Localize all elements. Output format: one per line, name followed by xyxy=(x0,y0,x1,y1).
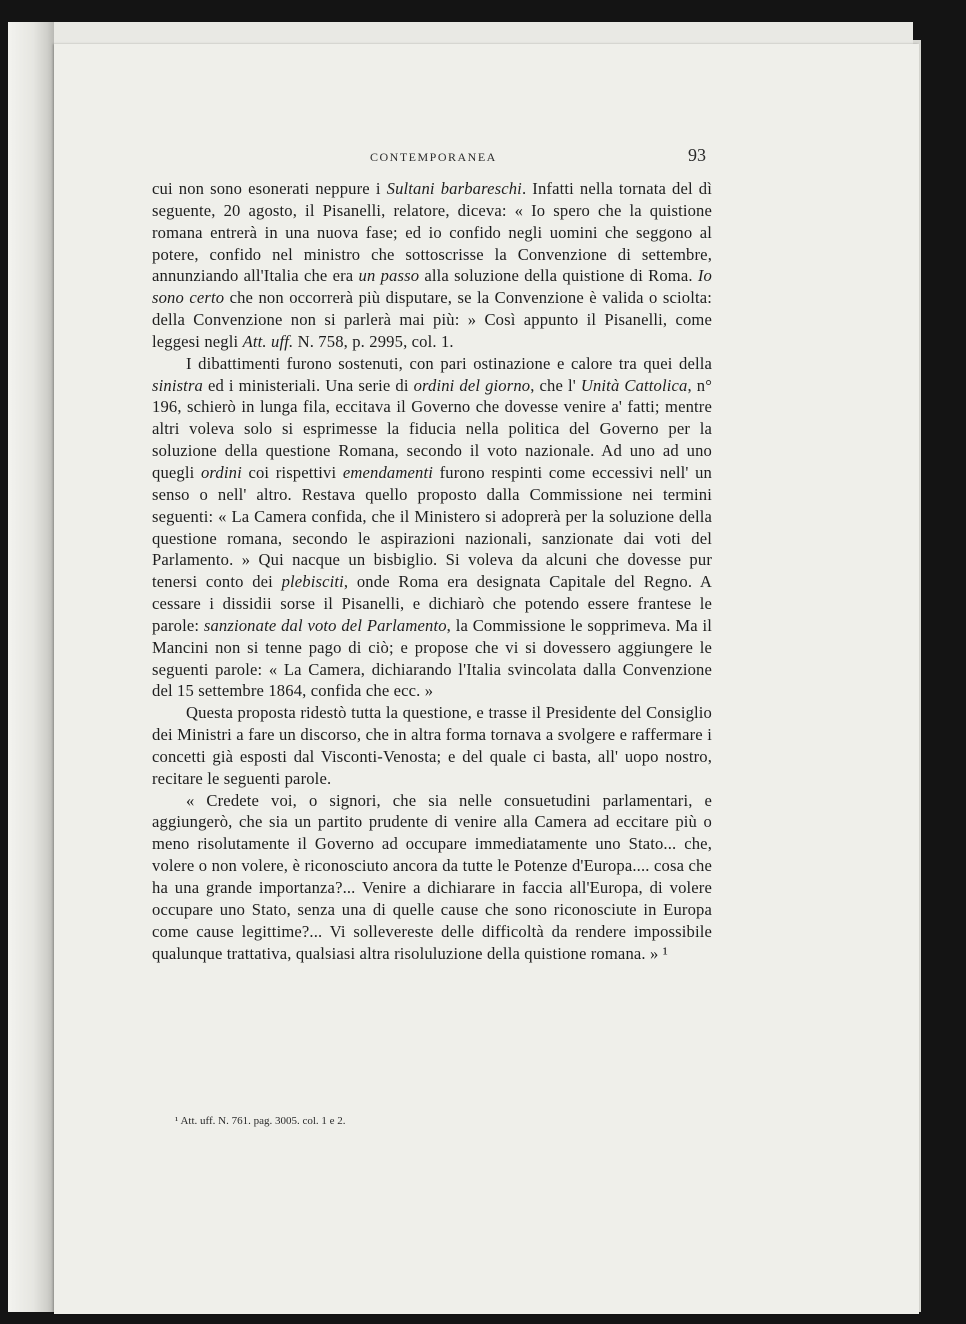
text-run: coi rispettivi xyxy=(241,462,343,482)
text-run: cui non sono esonerati neppure i xyxy=(152,179,387,198)
text-run: , onde Roma era designata Capitale del Regno. A cessare i dissidii sorse il Pisanelli, e dichiarò che potendo essere frantese le parole: xyxy=(152,572,712,635)
italic-text: Att. uff. xyxy=(242,331,294,351)
paragraph xyxy=(152,702,712,789)
italic-text: emendamenti xyxy=(342,462,433,482)
text-run: ed i ministeriali. Una serie di xyxy=(203,375,414,395)
text-run: N. 758, p. 2995, col. 1. xyxy=(293,331,454,351)
text-run: alla soluzione della quistione di Roma. xyxy=(419,266,698,286)
italic-text: un passo xyxy=(358,266,420,286)
running-title: CONTEMPORANEA xyxy=(370,150,497,164)
italic-text: Unità Cattolica xyxy=(580,375,688,395)
italic-text: sanzionate dal voto del Parlamento xyxy=(203,615,447,635)
italic-text: plebisciti xyxy=(281,572,344,592)
italic-text: ordini xyxy=(200,462,242,482)
paragraph xyxy=(152,178,712,353)
italic-text: Sultani barbareschi xyxy=(386,179,522,198)
text-run: « Credete voi, o signori, che sia nelle consuetudini parlamentari, e aggiungerò, che sia un partito prudente di venire alla Camera ad eccitare più o meno risolutamente il Governo ad occupare immediatamente uno Stato... che, volere o non volere, è riconosciuto ancora da tutte le Potenze d'Europa.... cosa che ha una grande importanza?... Venire a dichiarare in faccia all'Europa, di volere occupare uno Stato, senza una di quelle cause che sono riconosciute in Europa come cause legittime?... Vi sollevereste delle difficoltà da rendere impossibile qualunque trattativa, qualsiasi altra risoluluzione della quistione romana. » ¹ xyxy=(152,790,712,963)
paragraph xyxy=(152,790,712,965)
text-run: . Infatti nella tornata del dì seguente, 20 agosto, il Pisanelli, relatore, diceva: « Io spero che la quistione romana entrerà in una nuova fase; ed io confido negli uomini che seggono al potere, confido nel ministro che sottoscrisse la Convenzione di settembre, annunziando all'Italia che era xyxy=(152,179,712,286)
page-number: 93 xyxy=(688,145,706,165)
text-run: Questa proposta ridestò tutta la questione, e trasse il Presidente del Consiglio dei Ministri a fare un discorso, che in altra forma tornava a svolgere e raffermare i concetti già esposti dal Visconti-Venosta; e del quale ci basta, all' uopo nostro, recitare le seguenti parole. xyxy=(152,703,712,788)
text-run: , n° 196, schierò in lunga fila, eccitava il Governo che dovesse venire a' fatti; mentre altri voleva solo si esprimesse la fiducia nella politica del Governo per la soluzione della questione Romana, secondo il voto nazionale. Ad uno ad uno quegli xyxy=(152,375,712,482)
text-run: I dibattimenti furono sostenuti, con pari ostinazione e calore tra quei della xyxy=(186,353,712,373)
paragraph xyxy=(152,353,712,703)
text-run: , la Commissione le sopprimeva. Ma il Mancini non si tenne pago di ciò; e propose che vi si dovessero aggiungere le seguenti parole: « La Camera, dichiarando l'Italia svincolata dalla Convenzione del 15 settembre 1864, confida che ecc. » xyxy=(152,615,712,701)
text-run: che non occorrerà più disputare, se la Convenzione è valida o sciolta: della Convenzione non si parlerà mai più: » Così appunto il Pisanelli, come leggesi negli xyxy=(152,288,712,351)
text-run: , che l' xyxy=(530,375,581,395)
footnote: ¹ Att. uff. N. 761. pag. 3005. col. 1 e 2. xyxy=(175,1115,346,1127)
book-gutter xyxy=(8,22,54,1312)
italic-text: Io sono certo xyxy=(152,266,712,308)
text-run: furono respinti come eccessivi nell' un senso o nell' altro. Restava quello proposto dalla Commissione nei termini seguenti: « La Camera confida, che il Ministero si adoprerà per la soluzione della questione romana, secondo le aspirazioni nazionali, sanzionate dai voti del Parlamento. » Qui nacque un bisbiglio. Si voleva da alcuni che dovesse pur tenersi conto dei xyxy=(152,462,712,592)
body-text xyxy=(152,178,712,964)
italic-text: sinistra xyxy=(152,375,203,395)
italic-text: ordini del giorno xyxy=(413,375,531,395)
